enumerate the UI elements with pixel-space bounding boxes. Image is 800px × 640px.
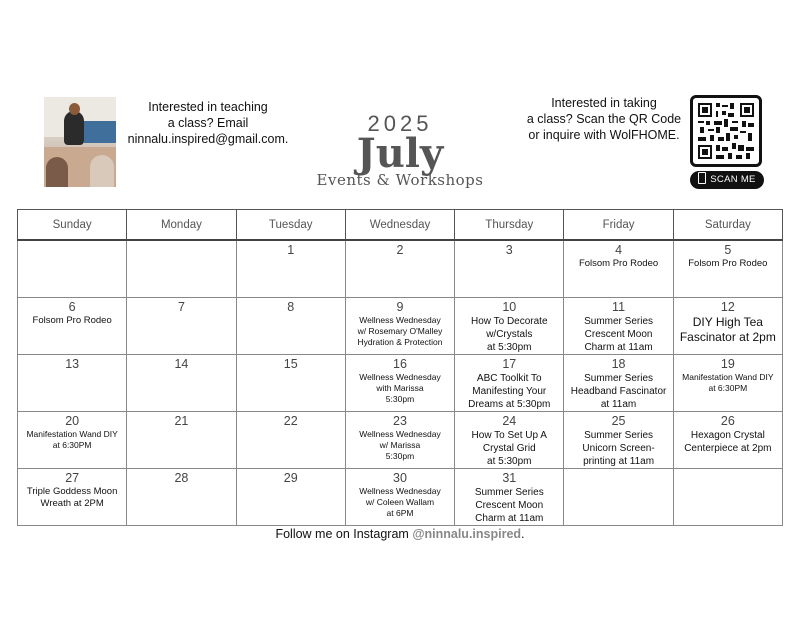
event-text: Crescent Moon xyxy=(584,328,653,340)
event-text: printing at 11am xyxy=(583,455,655,467)
day-number: 11 xyxy=(612,299,626,314)
calendar-day-cell[interactable] xyxy=(673,297,782,354)
calendar-day-cell[interactable] xyxy=(18,240,127,297)
day-number: 22 xyxy=(283,413,298,428)
day-number: 6 xyxy=(68,299,76,314)
day-number: 25 xyxy=(611,413,626,428)
event-text: Charm at 11am xyxy=(475,512,544,524)
calendar-day-cell[interactable] xyxy=(345,240,454,297)
day-number: 24 xyxy=(502,413,517,428)
calendar-day-cell[interactable] xyxy=(345,354,454,411)
day-number: 10 xyxy=(502,299,517,314)
event-text: Summer Series xyxy=(584,315,653,327)
event-text: Triple Goddess Moon xyxy=(26,485,118,497)
weekday-header: Monday xyxy=(127,210,236,241)
calendar-day-cell[interactable] xyxy=(236,354,345,411)
event-text: Fascinator at 2pm xyxy=(679,329,776,344)
event-text: DIY High Tea xyxy=(692,314,763,329)
calendar-day-cell[interactable] xyxy=(127,354,236,411)
footer-text: Follow me on Instagram xyxy=(275,527,413,541)
day-number: 9 xyxy=(396,299,404,314)
calendar-grid xyxy=(17,209,783,526)
calendar-day-cell[interactable] xyxy=(127,240,236,297)
calendar-day-cell[interactable] xyxy=(127,297,236,354)
calendar-day-cell[interactable] xyxy=(345,468,454,525)
title-year: 2025 xyxy=(367,111,433,136)
calendar-day-cell[interactable] xyxy=(127,468,236,525)
event-text: Wellness Wednesday xyxy=(359,485,441,496)
event-text: Unicorn Screen- xyxy=(582,442,655,454)
calendar-day-cell[interactable] xyxy=(564,297,673,354)
event-text: Headband Fascinator xyxy=(570,385,667,397)
event-text: Manifesting Your xyxy=(472,385,547,397)
event-text: w/ Rosemary O'Malley xyxy=(357,325,443,336)
day-number: 17 xyxy=(502,356,517,371)
day-number: 2 xyxy=(396,243,404,257)
event-text: Hexagon Crystal xyxy=(690,429,765,441)
day-number: 15 xyxy=(283,356,298,371)
day-number: 28 xyxy=(174,470,189,485)
event-text: at 11am xyxy=(600,398,637,410)
day-number: 27 xyxy=(65,470,80,485)
event-text: at 6PM xyxy=(386,507,414,518)
calendar-body xyxy=(18,240,783,525)
day-number: 12 xyxy=(720,299,735,314)
event-text: Summer Series xyxy=(584,372,653,384)
calendar-day-cell[interactable] xyxy=(18,411,127,468)
taking-line: Interested in taking xyxy=(551,96,657,110)
event-text: 5:30pm xyxy=(385,450,415,461)
qr-code-icon xyxy=(698,103,754,159)
weekday-header: Thursday xyxy=(455,210,564,241)
weekday-header: Sunday xyxy=(18,210,127,241)
weekday-header: Wednesday xyxy=(345,210,454,241)
calendar-day-cell[interactable] xyxy=(564,468,673,525)
calendar-day-cell[interactable] xyxy=(345,297,454,354)
event-text: How To Set Up A xyxy=(471,429,547,441)
day-number: 30 xyxy=(393,470,407,485)
calendar-day-cell[interactable] xyxy=(455,297,564,354)
calendar-day-cell[interactable] xyxy=(455,468,564,525)
event-text: ABC Toolkit To xyxy=(476,372,542,384)
event-text: w/ Coleen Wallam xyxy=(365,496,435,507)
day-number: 7 xyxy=(177,299,185,314)
day-number: 29 xyxy=(283,470,298,485)
event-text: at 5:30pm xyxy=(487,455,532,467)
calendar-day-cell[interactable] xyxy=(236,240,345,297)
taking-line: or inquire with WolFHOME. xyxy=(528,128,680,142)
event-text: Centerpiece at 2pm xyxy=(684,442,772,454)
weekday-header: Saturday xyxy=(673,210,782,241)
event-text: Wellness Wednesday xyxy=(359,314,441,325)
calendar-week-row xyxy=(18,468,783,525)
calendar-day-cell[interactable] xyxy=(673,468,782,525)
day-number: 26 xyxy=(720,413,735,428)
event-text: w/Crystals xyxy=(486,328,533,340)
weekday-header: Friday xyxy=(564,210,673,241)
weekday-header: Tuesday xyxy=(236,210,345,241)
teaching-line: Interested in teaching xyxy=(148,100,268,114)
scan-me-label: SCAN ME xyxy=(710,174,756,185)
event-text: Wreath at 2PM xyxy=(40,497,104,509)
day-number: 8 xyxy=(287,299,295,314)
event-text: Dreams at 5:30pm xyxy=(468,398,551,410)
teaching-info xyxy=(120,99,296,147)
day-number: 14 xyxy=(174,356,189,371)
footer-suffix: . xyxy=(521,527,525,541)
calendar-week-row xyxy=(18,411,783,468)
calendar-week-row xyxy=(18,354,783,411)
event-text: Wellness Wednesday xyxy=(359,428,441,439)
event-text: Folsom Pro Rodeo xyxy=(688,258,768,269)
calendar-week-row xyxy=(18,297,783,354)
phone-icon xyxy=(698,172,706,184)
weekday-header-row xyxy=(18,210,783,241)
calendar-day-cell[interactable] xyxy=(345,411,454,468)
event-text: at 5:30pm xyxy=(487,341,532,353)
day-number: 20 xyxy=(65,413,80,428)
title-month: July xyxy=(356,130,444,177)
calendar-day-cell[interactable] xyxy=(673,354,782,411)
calendar-day-cell[interactable] xyxy=(236,411,345,468)
calendar-day-cell[interactable] xyxy=(455,240,564,297)
calendar-day-cell[interactable] xyxy=(673,411,782,468)
event-text: Folsom Pro Rodeo xyxy=(32,314,112,326)
event-text: with Marissa xyxy=(376,382,424,393)
event-text: 5:30pm xyxy=(385,393,415,404)
day-number: 19 xyxy=(720,356,735,371)
calendar-day-cell[interactable] xyxy=(18,297,127,354)
calendar-day-cell[interactable] xyxy=(673,240,782,297)
day-number: 21 xyxy=(174,413,189,428)
calendar-day-cell[interactable] xyxy=(455,411,564,468)
event-text: Crescent Moon xyxy=(475,499,544,511)
event-text: How To Decorate xyxy=(471,315,548,327)
calendar-day-cell[interactable] xyxy=(455,354,564,411)
day-number: 4 xyxy=(615,243,623,257)
calendar-day-cell[interactable] xyxy=(564,411,673,468)
event-text: w/ Marissa xyxy=(379,439,421,450)
event-text: Wellness Wednesday xyxy=(359,371,441,382)
teaching-email[interactable]: ninnalu.inspired@gmail.com. xyxy=(127,132,289,146)
taking-line: a class? Scan the QR Code xyxy=(526,112,682,126)
event-text: Manifestation Wand DIY xyxy=(26,428,118,439)
calendar-week-row xyxy=(18,240,783,297)
calendar-day-cell[interactable] xyxy=(564,240,673,297)
footer xyxy=(0,527,800,541)
day-number: 13 xyxy=(65,356,80,371)
instagram-handle[interactable]: @ninnalu.inspired xyxy=(412,527,522,541)
calendar-day-cell[interactable] xyxy=(127,411,236,468)
day-number: 18 xyxy=(611,356,626,371)
event-text: Charm at 11am xyxy=(584,341,653,353)
instructor-photo xyxy=(44,97,116,187)
day-number: 31 xyxy=(502,470,517,485)
calendar-day-cell[interactable] xyxy=(236,468,345,525)
event-text: Summer Series xyxy=(584,429,653,441)
day-number: 3 xyxy=(505,243,513,257)
page-title xyxy=(290,112,510,188)
calendar-day-cell[interactable] xyxy=(236,297,345,354)
day-number: 5 xyxy=(724,243,732,257)
calendar-day-cell[interactable] xyxy=(18,468,127,525)
day-number: 1 xyxy=(287,243,295,257)
event-text: Hydration & Protection xyxy=(357,336,443,347)
teaching-line: a class? Email xyxy=(167,116,249,130)
day-number: 16 xyxy=(393,356,407,371)
calendar-day-cell[interactable] xyxy=(564,354,673,411)
event-text: Summer Series xyxy=(474,486,544,498)
calendar-day-cell[interactable] xyxy=(18,354,127,411)
event-text: Manifestation Wand DIY xyxy=(682,371,774,382)
scan-me-badge[interactable] xyxy=(690,171,764,189)
event-text: Folsom Pro Rodeo xyxy=(578,258,659,269)
title-subtitle: Events & Workshops xyxy=(316,171,484,189)
event-text: Crystal Grid xyxy=(482,442,536,454)
qr-code[interactable] xyxy=(690,95,762,167)
event-text: at 6:30PM xyxy=(52,439,92,450)
taking-info xyxy=(520,95,688,143)
day-number: 23 xyxy=(393,413,407,428)
event-text: at 6:30PM xyxy=(708,382,748,393)
